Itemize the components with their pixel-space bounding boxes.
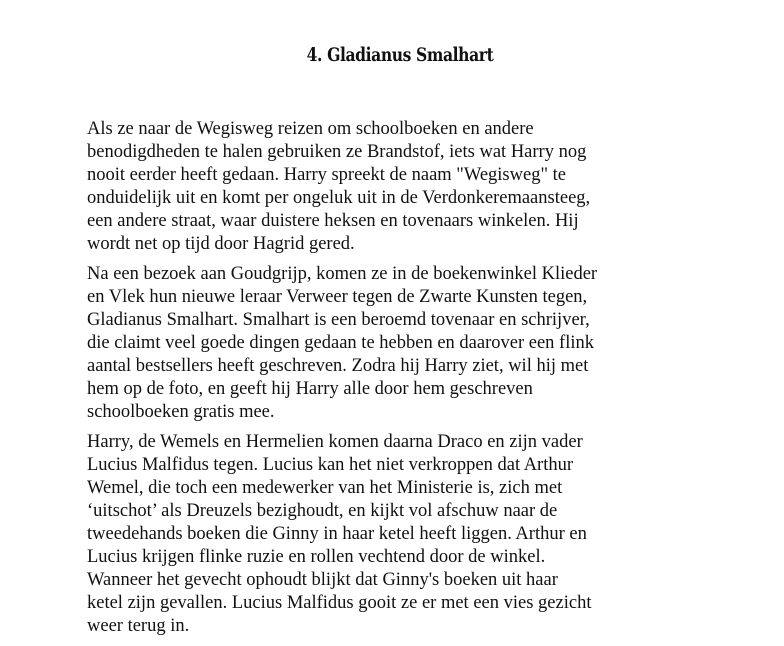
text-line: Wemel, die toch een medewerker van het Ministerie is, zich met	[87, 478, 563, 498]
text-line: ketel zijn gevallen. Lucius Malfidus gooit ze er met een vies gezicht	[87, 593, 592, 613]
text-line: onduidelijk uit en komt per ongeluk uit in de Verdonkeremaansteeg,	[87, 188, 591, 208]
text-line: tweedehands boeken die Ginny in haar ketel heeft liggen. Arthur en	[87, 524, 587, 544]
text-line: weer terug in.	[87, 616, 190, 636]
text-line: benodigdheden te halen gebruiken ze Brandstof, iets wat Harry nog	[87, 142, 587, 162]
text-line: Als ze naar de Wegisweg reizen om schoolboeken en andere	[87, 119, 534, 139]
paragraph-1	[87, 118, 597, 256]
text-line: nooit eerder heeft gedaan. Harry spreekt de naam "Wegisweg" te	[87, 165, 566, 185]
document-body	[87, 118, 597, 645]
text-line: wordt net op tijd door Hagrid gered.	[87, 234, 355, 254]
text-line: die claimt veel goede dingen gedaan te hebben en daarover een flink	[87, 333, 594, 353]
text-line: Gladianus Smalhart. Smalhart is een beroemd tovenaar en schrijver,	[87, 310, 590, 330]
paragraph-2	[87, 263, 597, 424]
text-line: Na een bezoek aan Goudgrijp, komen ze in de boekenwinkel Klieder	[87, 264, 598, 284]
chapter-title: 4. Gladianus Smalhart	[306, 44, 494, 66]
text-line: Harry, de Wemels en Hermelien komen daarna Draco en zijn vader	[87, 432, 583, 452]
paragraph-3	[87, 431, 597, 638]
text-line: Lucius krijgen flinke ruzie en rollen vechtend door de winkel.	[87, 547, 546, 567]
text-line: hem op de foto, en geeft hij Harry alle door hem geschreven	[87, 379, 533, 399]
text-line: een andere straat, waar duistere heksen en tovenaars winkelen. Hij	[87, 211, 579, 231]
text-line: Wanneer het gevecht ophoudt blijkt dat Ginny's boeken uit haar	[87, 570, 558, 590]
text-line: en Vlek hun nieuwe leraar Verweer tegen de Zwarte Kunsten tegen,	[87, 287, 588, 307]
text-line: schoolboeken gratis mee.	[87, 402, 275, 422]
text-line: aantal bestsellers heeft geschreven. Zodra hij Harry ziet, wil hij met	[87, 356, 589, 376]
text-line: Lucius Malfidus tegen. Lucius kan het niet verkroppen dat Arthur	[87, 455, 574, 475]
text-line: ‘uitschot’ als Dreuzels bezighoudt, en kijkt vol afschuw naar de	[87, 501, 558, 521]
